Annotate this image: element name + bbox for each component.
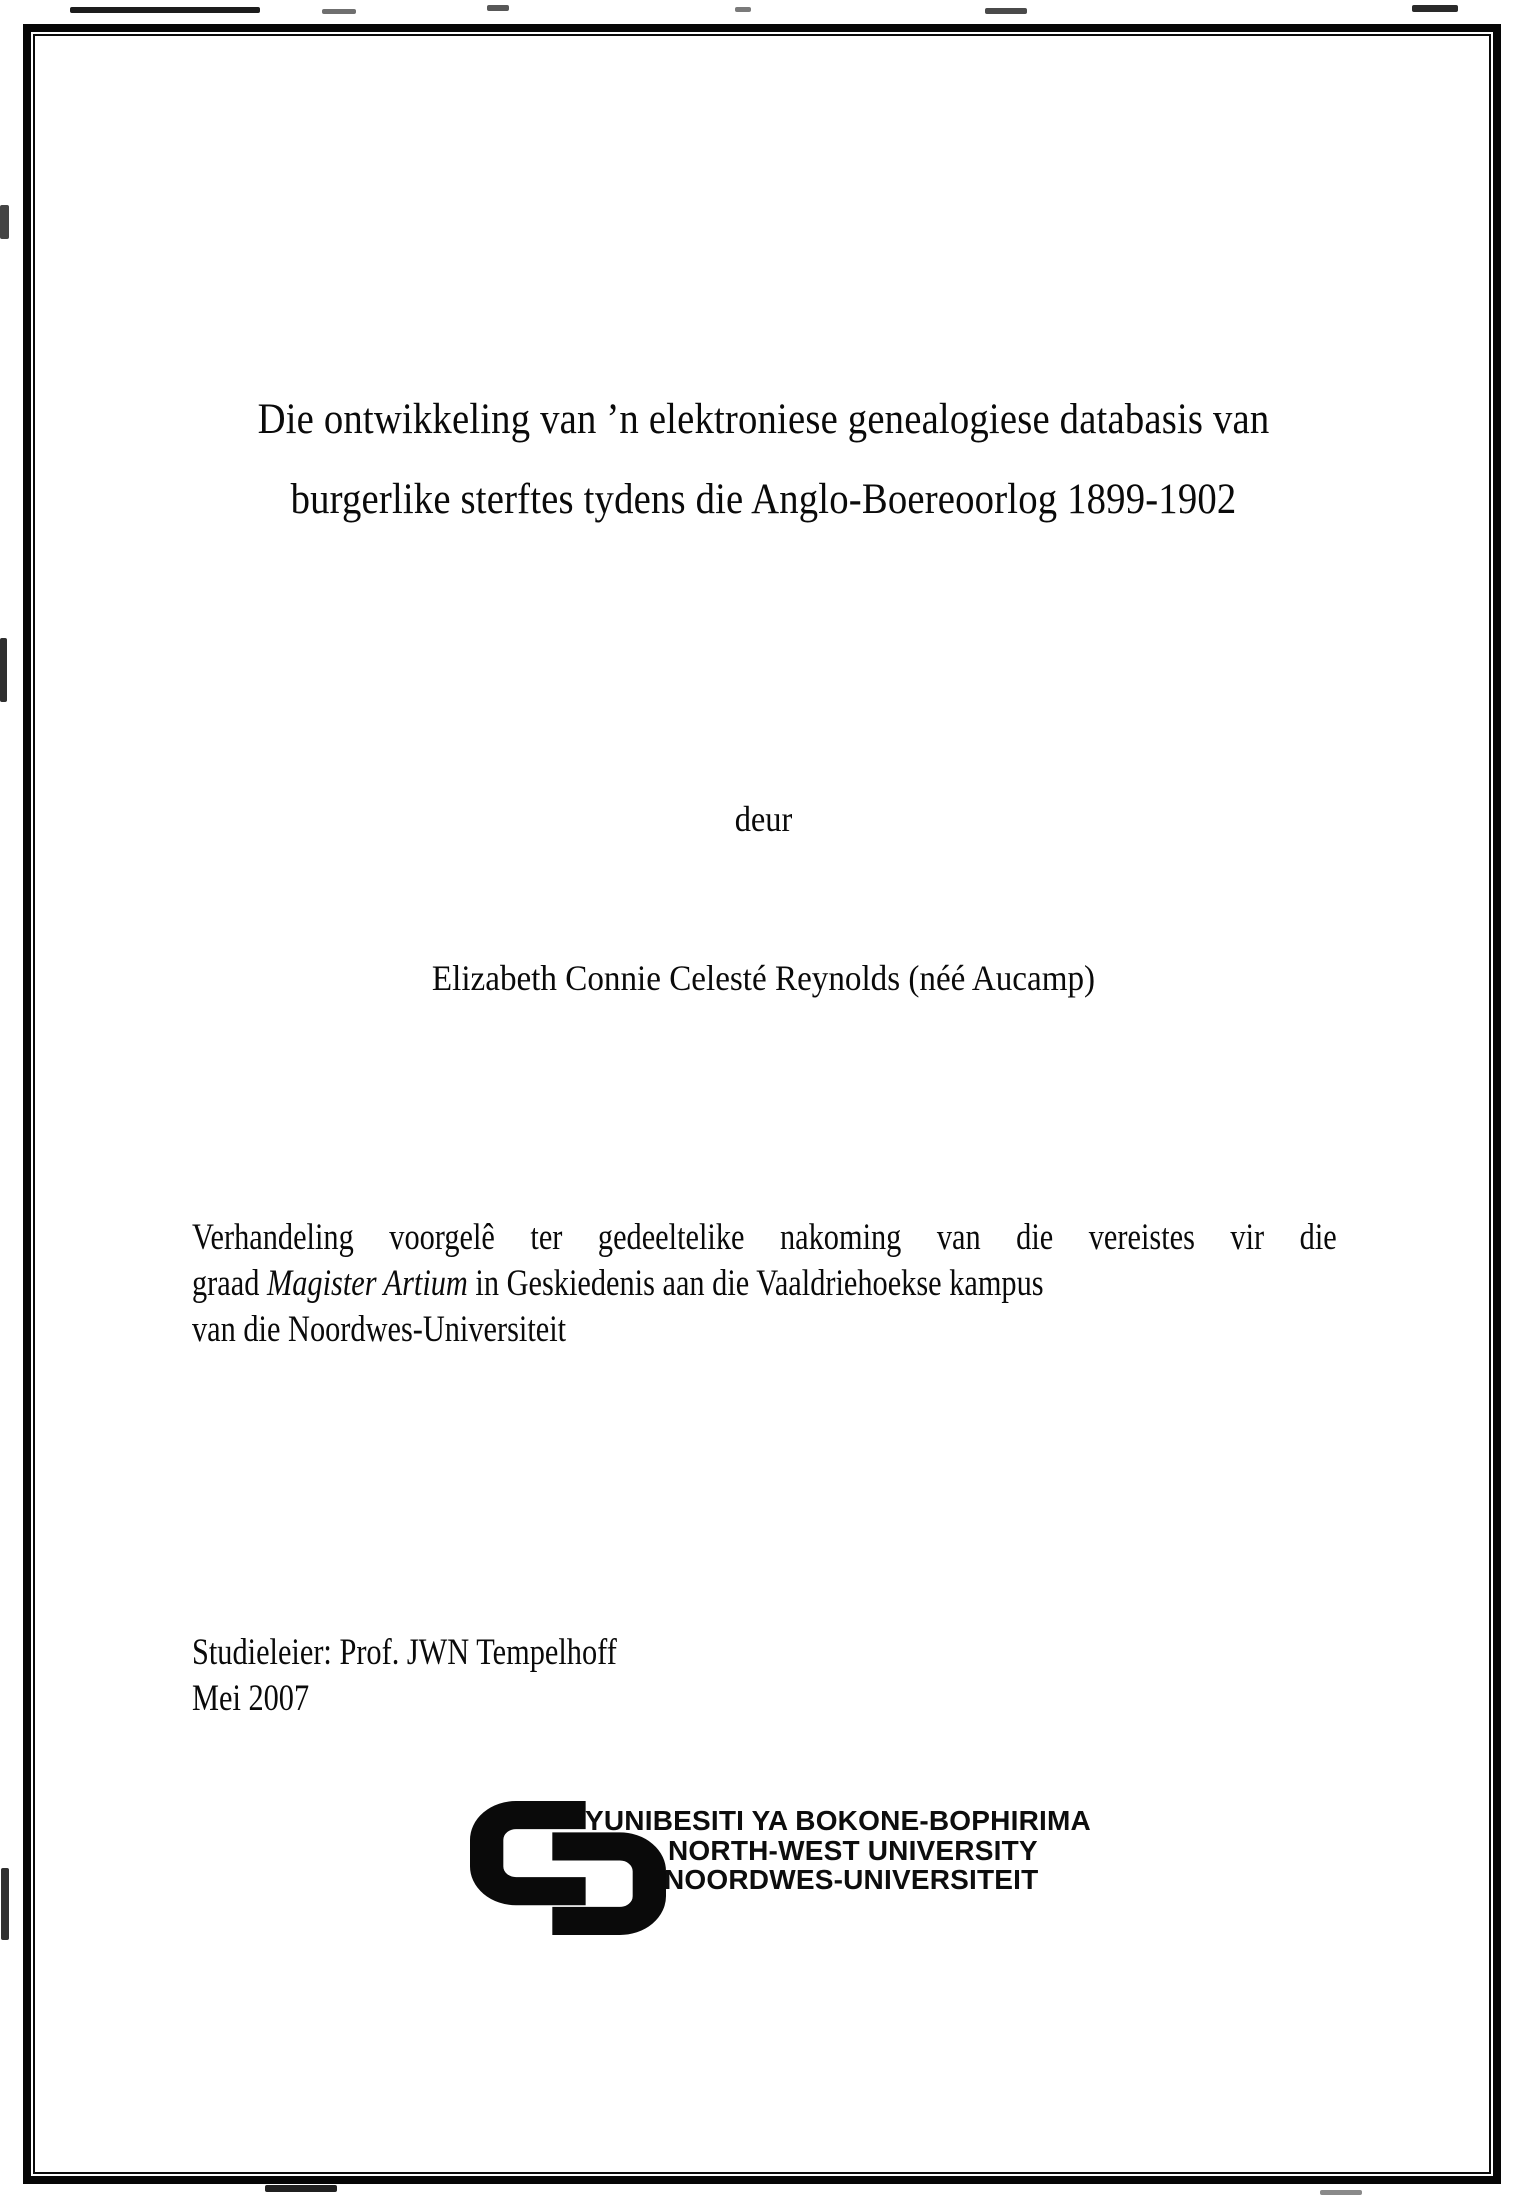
- degree-statement-line2-suffix: in Geskiedenis aan die Vaaldriehoekse kampus: [467, 1263, 1044, 1304]
- logo-text-afrikaans: NOORDWES-UNIVERSITEIT: [664, 1864, 1039, 1895]
- scan-artifact: [70, 7, 260, 13]
- date-line: Mei 2007: [192, 1678, 310, 1719]
- degree-statement-line1: Verhandeling voorgelê ter gedeeltelike nakoming van die vereistes vir die: [192, 1217, 1337, 1258]
- scan-artifact: [265, 2185, 337, 2192]
- scan-artifact: [1320, 2190, 1362, 2195]
- degree-statement-line3: van die Noordwes-Universiteit: [192, 1309, 567, 1350]
- scan-artifact: [0, 205, 9, 239]
- scan-artifact: [487, 5, 509, 11]
- scan-artifact: [735, 7, 751, 12]
- supervisor-line: Studieleier: Prof. JWN Tempelhoff: [192, 1632, 617, 1673]
- scan-artifact: [322, 9, 356, 14]
- degree-statement: [192, 1215, 1337, 1353]
- degree-statement-line2-prefix: graad: [192, 1263, 267, 1304]
- supervisor-block: [192, 1630, 1337, 1722]
- scan-artifact: [985, 8, 1027, 14]
- scan-artifact: [1, 1868, 9, 1940]
- logo-text-setswana: YUNIBESITI YA BOKONE-BOPHIRIMA: [585, 1805, 1091, 1836]
- thesis-title-line1: Die ontwikkeling van ’n elektroniese genealogiese databasis van: [257, 396, 1270, 443]
- thesis-title-line2: burgerlike sterftes tydens die Anglo-Boereoorlog 1899-1902: [290, 476, 1237, 523]
- author-name: Elizabeth Connie Celesté Reynolds (néé Aucamp): [431, 958, 1096, 998]
- nwu-logo-text: [585, 1806, 1091, 1895]
- scan-artifact: [1412, 5, 1458, 12]
- byline-deur: deur: [734, 799, 793, 839]
- degree-name-italic: Magister Artium: [266, 1263, 468, 1304]
- logo-text-english: NORTH-WEST UNIVERSITY: [668, 1834, 1038, 1866]
- thesis-title: [76, 380, 1450, 540]
- degree-statement-line2: [192, 1261, 1337, 1307]
- scan-artifact: [0, 638, 7, 702]
